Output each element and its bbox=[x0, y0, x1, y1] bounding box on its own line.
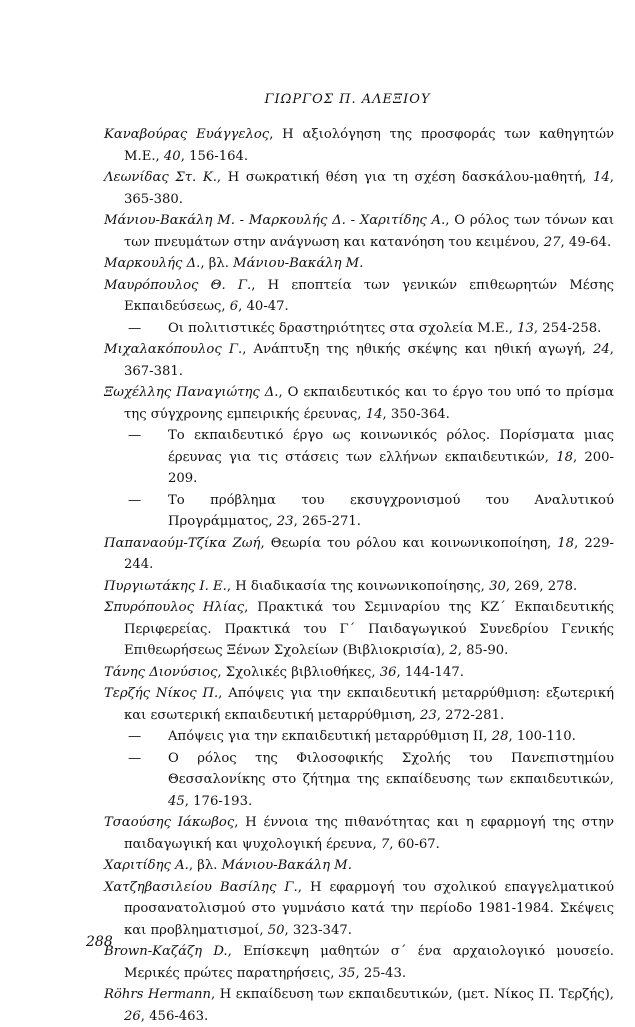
entry-title: , Η έννοια της πιθανότητας και η εφαρμογή της στην παιδαγωγική και ψυχολογική έρευνα, bbox=[124, 815, 615, 852]
entry-title: , Η εποπτεία των γενικών επιθεωρητών Μέσης Εκπαιδεύσεως, bbox=[124, 277, 615, 314]
bibliography-entry bbox=[104, 339, 614, 382]
entry-pages: , 25-43. bbox=[355, 965, 407, 981]
entry-volume: 50 bbox=[267, 922, 285, 938]
entry-title: , Θεωρία του ρόλου και κοινωνικοποίηση, bbox=[260, 535, 558, 551]
entry-pages: , 272-281. bbox=[436, 707, 505, 723]
entry-pages: , 365-380. bbox=[124, 170, 614, 207]
entry-title: Απόψεις για την εκπαιδευτική μεταρρύθμιση ΙΙ, bbox=[168, 729, 492, 744]
bibliography-entry bbox=[104, 597, 614, 662]
bibliography-entry bbox=[104, 533, 614, 576]
bibliography-subentry bbox=[104, 748, 614, 813]
entry-title: , Η σωκρατική θέση για τη σχέση δασκάλου-μαθητή, bbox=[216, 170, 594, 185]
entry-title: , Η εκπαίδευση των εκπαιδευτικών, (μετ. Νίκος Π. Τερζής), bbox=[210, 987, 614, 1002]
entry-author: Χαριτίδης Α. bbox=[104, 858, 189, 873]
entry-pages: , 144-147. bbox=[396, 664, 464, 680]
bibliography-entry bbox=[104, 167, 614, 210]
entry-dash: — bbox=[128, 428, 142, 443]
entry-volume: Μάνιου-Βακάλη Μ. bbox=[221, 858, 352, 873]
bibliography-subentry bbox=[104, 425, 614, 490]
entry-author: Λεωνίδας Στ. Κ. bbox=[104, 170, 217, 185]
entry-author: Τάνης Διονύσιος bbox=[104, 664, 218, 680]
entry-author: Μαυρόπουλος Θ. Γ. bbox=[104, 277, 252, 293]
entry-title: , Ο εκπαιδευτικός και το έργο του υπό το πρίσμα της σύγχρονης εμπειρικής έρευνας, bbox=[124, 385, 614, 422]
entry-author: Μάνιου-Βακάλη Μ. - Μαρκουλής Δ. - Χαριτίδης Α. bbox=[104, 213, 446, 228]
entry-pages: , 85-90. bbox=[457, 643, 509, 658]
bibliography-entry bbox=[104, 124, 614, 167]
entry-pages: , 254-258. bbox=[533, 320, 602, 336]
bibliography-entry bbox=[104, 253, 614, 275]
entry-author: Παπαναούμ-Τζίκα Ζωή bbox=[104, 535, 261, 551]
entry-title: , Η εφαρμογή του σχολικού επαγγελματικού προσανατολισμού στο γυμνάσιο κατά την περίοδο 1981-1984. Σκέψεις και προβληματισμοί, bbox=[124, 879, 614, 938]
entry-volume: 7 bbox=[380, 836, 390, 852]
entry-volume: 24 bbox=[593, 342, 610, 357]
entry-volume: 14 bbox=[365, 406, 383, 422]
entry-author: Πυργιωτάκης Ι. Ε. bbox=[104, 578, 227, 594]
entry-title: , Η διαδικασία της κοινωνικοποίησης, bbox=[226, 578, 490, 594]
bibliography-entry bbox=[104, 210, 614, 253]
entry-volume: 40 bbox=[163, 148, 181, 164]
entry-pages: , 60-67. bbox=[389, 836, 440, 852]
entry-volume: 35 bbox=[338, 965, 356, 981]
bibliography-entry bbox=[104, 877, 614, 942]
entry-author: Μιχαλακόπουλος Γ. bbox=[104, 342, 243, 357]
entry-title: Οι πολιτιστικές δραστηριότητες στα σχολεία Μ.Ε., bbox=[168, 320, 518, 336]
bibliography-entry bbox=[104, 683, 614, 726]
bibliography-entry bbox=[104, 576, 614, 598]
entry-pages: , 367-381. bbox=[124, 342, 614, 379]
entry-author: Τερζής Νίκος Π. bbox=[104, 686, 219, 701]
entry-pages: , 350-364. bbox=[382, 406, 450, 422]
bibliography-entry bbox=[104, 941, 614, 984]
entry-title: , βλ. bbox=[200, 256, 234, 271]
entry-pages: , 229-244. bbox=[124, 535, 614, 572]
bibliography-entry bbox=[104, 382, 614, 425]
entry-author: Brown-Καζάζη D. bbox=[104, 944, 228, 959]
entry-pages: , 456-463. bbox=[140, 1008, 209, 1024]
entry-title: Το πρόβλημα του εκσυγχρονισμού του Αναλυτικού Προγράμματος, bbox=[168, 492, 614, 529]
bibliography-subentry bbox=[104, 490, 614, 533]
entry-pages: , 156-164. bbox=[180, 148, 249, 164]
entry-pages: , 265-271. bbox=[293, 514, 361, 529]
bibliography-entry bbox=[104, 275, 614, 318]
entry-volume: 30 bbox=[489, 578, 506, 594]
entry-dash: — bbox=[128, 750, 142, 766]
running-header: ΓΙΩΡΓΟΣ Π. ΑΛΕΞΙΟΥ bbox=[264, 92, 431, 107]
entry-dash: — bbox=[128, 320, 142, 336]
entry-volume: 18 bbox=[557, 535, 575, 551]
entry-author: Τσαούσης Ιάκωβος bbox=[104, 815, 235, 830]
entry-title: Το εκπαιδευτικό έργο ως κοινωνικός ρόλος. Πορίσματα μιας έρευνας για τις στάσεις των ελλήνων εκπαιδευτικών, bbox=[168, 428, 614, 465]
entry-volume: 6 bbox=[229, 299, 239, 314]
entry-dash: — bbox=[128, 492, 142, 508]
entry-volume: Μάνιου-Βακάλη Μ. bbox=[233, 256, 364, 271]
entry-pages: , 269, 278. bbox=[505, 578, 578, 594]
entry-title: , Η αξιολόγηση της προσφοράς των καθηγητών Μ.Ε., bbox=[124, 127, 615, 164]
entry-title: , βλ. bbox=[188, 858, 222, 873]
entry-volume: 28 bbox=[491, 729, 509, 744]
entry-volume: 36 bbox=[379, 664, 397, 680]
entry-author: Röhrs Hermann bbox=[104, 987, 211, 1002]
page-number: 288 bbox=[86, 934, 113, 950]
bibliography-entry bbox=[104, 855, 614, 877]
bibliography-subentry bbox=[104, 318, 614, 340]
entry-volume: 26 bbox=[124, 1008, 141, 1024]
entry-volume: 45 bbox=[168, 793, 185, 809]
entry-volume: 18 bbox=[556, 449, 573, 465]
entry-volume: 27 bbox=[543, 234, 561, 250]
entry-title: Ο ρόλος της Φιλοσοφικής Σχολής του Πανεπιστημίου Θεσσαλονίκης στο ζήτημα της εκπαίδευσης των εκπαιδευτικών, bbox=[168, 750, 614, 787]
entry-volume: 13 bbox=[517, 320, 534, 336]
entry-pages: , 323-347. bbox=[284, 922, 352, 938]
entry-author: Μαρκουλής Δ. bbox=[104, 256, 201, 271]
bibliography-list bbox=[104, 124, 614, 1027]
entry-title: , Ανάπτυξη της ηθικής σκέψης και ηθική αγωγή, bbox=[242, 342, 594, 357]
entry-title: , Απόψεις για την εκπαιδευτική μεταρρύθμιση: εξωτερική και εσωτερική εκπαιδευτική μεταρρύθμιση, bbox=[124, 686, 614, 723]
entry-title: , Πρακτικά του Σεμιναρίου της ΚΖ΄ Εκπαιδευτικής Περιφερείας. Πρακτικά του Γ΄ Παιδαγωγικού Συνεδρίου Γενικής Επιθεωρήσεως Ξένων Σχολείων (Βιβλιοκρισία), bbox=[124, 600, 614, 658]
entry-pages: , 100-110. bbox=[508, 729, 576, 744]
entry-volume: 2 bbox=[449, 643, 458, 658]
entry-pages: , 40-47. bbox=[238, 299, 289, 314]
entry-title: , Ο ρόλος των τόνων και των πνευμάτων στην ανάγνωση και κατανόηση του κειμένου, bbox=[124, 213, 614, 250]
entry-volume: 23 bbox=[420, 707, 437, 723]
bibliography-entry bbox=[104, 812, 614, 855]
entry-volume: 14 bbox=[593, 170, 610, 185]
entry-author: Σπυρόπουλος Ηλίας bbox=[104, 600, 245, 615]
entry-author: Χατζηβασιλείου Βασίλης Γ. bbox=[104, 879, 298, 895]
entry-volume: 23 bbox=[276, 514, 294, 529]
entry-pages: , 200-209. bbox=[168, 449, 614, 486]
bibliography-entry bbox=[104, 984, 614, 1027]
entry-author: Ξωχέλλης Παναγιώτης Δ. bbox=[104, 385, 279, 400]
entry-author: Καναβούρας Ευάγγελος bbox=[104, 127, 270, 142]
bibliography-entry bbox=[104, 662, 614, 684]
entry-title: , Σχολικές βιβλιοθήκες, bbox=[217, 664, 380, 680]
entry-pages: , 176-193. bbox=[184, 793, 253, 809]
entry-pages: , 49-64. bbox=[560, 234, 612, 250]
entry-dash: — bbox=[128, 729, 142, 744]
entry-title: , Επίσκεψη μαθητών σ΄ ένα αρχαιολογικό μουσείο. Μερικές πρώτες παρατηρήσεις, bbox=[124, 944, 614, 981]
bibliography-subentry bbox=[104, 726, 614, 748]
